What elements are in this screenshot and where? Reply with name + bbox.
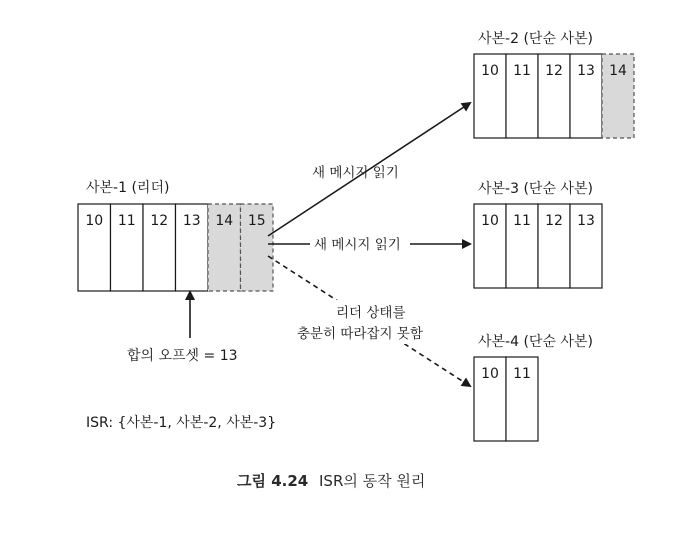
replica-title: 사본-2 (단순 사본) [478,31,593,47]
log-offset: 11 [513,366,531,382]
log-offset: 14 [215,213,234,229]
isr-label: ISR: {사본-1, 사본-2, 사본-3} [86,415,277,431]
log-offset: 14 [609,63,627,79]
log-offset: 12 [545,63,563,79]
log-offset: 11 [513,63,531,79]
log-offset: 12 [545,213,563,229]
replica-title: 사본-4 (단순 사본) [478,334,593,350]
replica-3 [474,180,602,288]
log-offset: 10 [85,213,104,229]
log-offset: 13 [577,213,595,229]
log-offset: 13 [182,213,201,229]
log-offset: 13 [577,63,595,79]
log-offset: 12 [150,213,169,229]
figure-caption [237,472,425,490]
replica-title: 사본-1 (리더) [86,180,170,196]
arrow-label-replica-2: 새 메시지 읽기 [312,165,399,181]
arrow-label-replica-4-line1: 리더 상태를 [336,305,406,321]
commit-offset-label: 합의 오프셋 = 13 [127,348,238,364]
log-offset: 11 [513,213,531,229]
log-offset: 15 [247,213,266,229]
figure-number: 그림 4.24 [237,472,309,490]
log-offset: 10 [481,63,499,79]
log-offset: 10 [481,213,499,229]
log-offset: 10 [481,366,499,382]
arrow-label-replica-3: 새 메시지 읽기 [314,237,401,253]
replica-leader [78,179,273,291]
replica-title: 사본-3 (단순 사본) [478,181,593,197]
figure-caption-text: ISR의 동작 원리 [319,472,426,490]
arrow-label-replica-4-line2: 충분히 따라잡지 못함 [297,326,423,342]
log-offset: 11 [117,213,136,229]
replica-4 [474,333,593,441]
replica-2 [474,30,634,138]
